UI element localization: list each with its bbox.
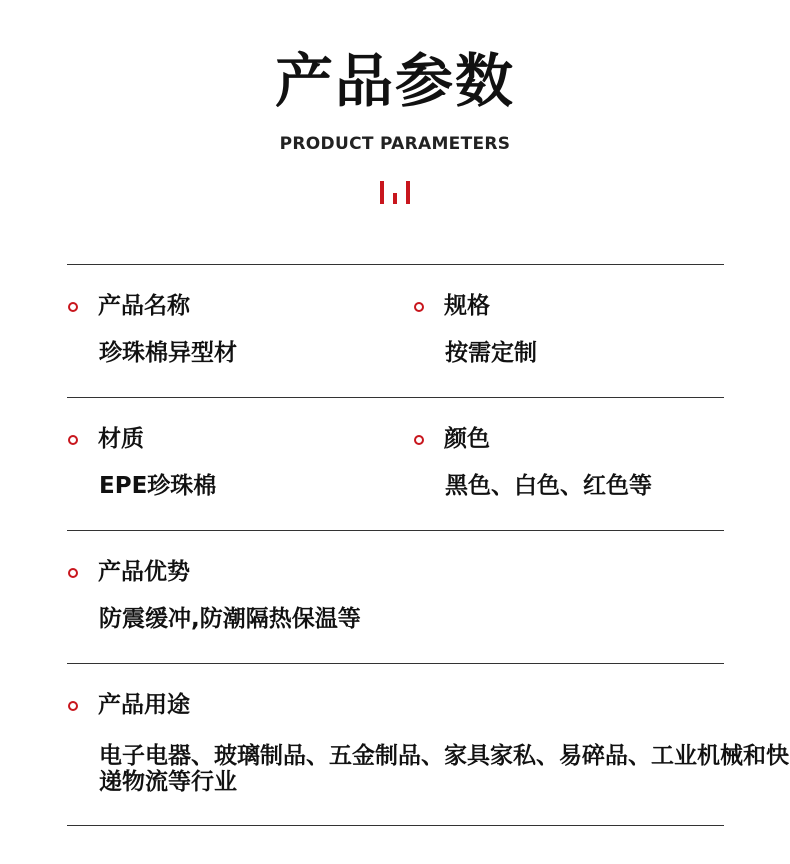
- divider: [67, 397, 724, 398]
- page-subtitle: PRODUCT PARAMETERS: [279, 134, 511, 154]
- bullet-icon: [68, 302, 78, 312]
- bullet-icon: [414, 302, 424, 312]
- param-value: 防震缓冲,防潮隔热保温等: [99, 606, 361, 632]
- bar-chart-icon-bar: [380, 181, 384, 204]
- param-value: 珍珠棉异型材: [99, 340, 237, 366]
- param-value: 电子电器、玻璃制品、五金制品、家具家私、易碎品、工业机械和快递物流等行业: [99, 743, 789, 795]
- bullet-icon: [68, 701, 78, 711]
- divider: [67, 825, 724, 826]
- param-label: 产品用途: [98, 692, 190, 718]
- param-label: 颜色: [444, 426, 490, 452]
- param-label: 材质: [98, 426, 144, 452]
- param-value: EPE珍珠棉: [99, 473, 217, 499]
- bullet-icon: [414, 435, 424, 445]
- bar-chart-icon: [380, 181, 410, 204]
- param-label: 规格: [444, 293, 490, 319]
- divider: [67, 264, 724, 265]
- bar-chart-icon-bar: [393, 193, 397, 204]
- bullet-icon: [68, 568, 78, 578]
- param-value: 按需定制: [445, 340, 537, 366]
- bar-chart-icon-bar: [406, 181, 410, 204]
- divider: [67, 663, 724, 664]
- param-label: 产品优势: [98, 559, 190, 585]
- page-title: 产品参数: [274, 47, 515, 115]
- param-label: 产品名称: [98, 293, 190, 319]
- param-value: 黑色、白色、红色等: [445, 473, 652, 499]
- divider: [67, 530, 724, 531]
- bullet-icon: [68, 435, 78, 445]
